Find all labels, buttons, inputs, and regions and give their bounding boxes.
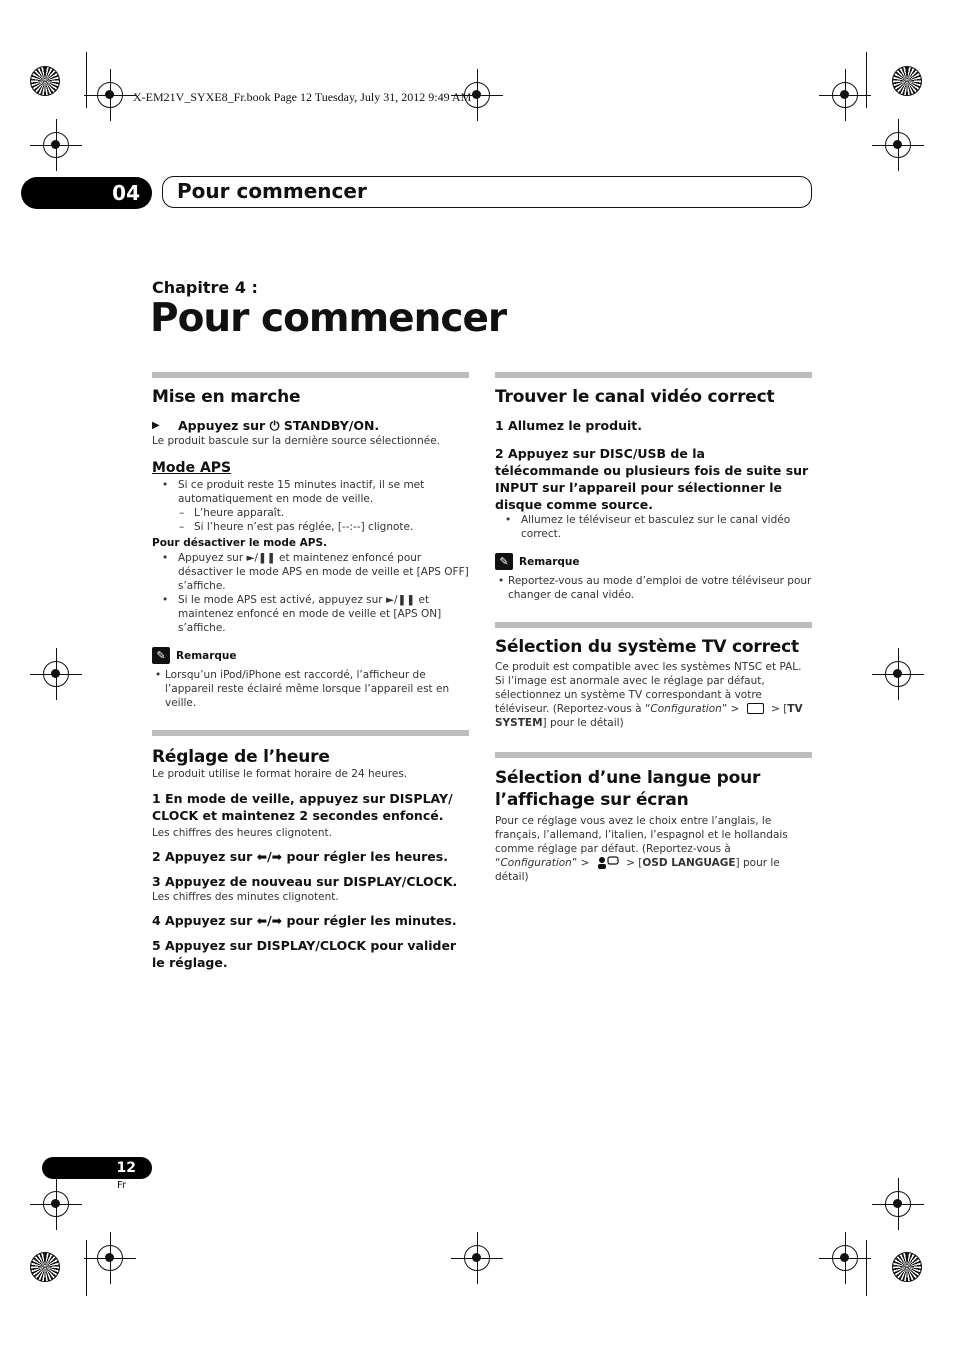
registration-mark [832,82,858,108]
registration-star-bottom-left [30,1252,60,1282]
note-label: Remarque [176,649,237,662]
book-info-line: X-EM21V_SYXE8_Fr.book Page 12 Tuesday, July 31, 2012 9:49 AM [133,90,472,104]
step-3-note: Les chiffres des minutes clignotent. [152,891,339,903]
heure-intro: Le produit utilise le format horaire de 24 heures. [152,768,408,780]
section-title-systeme-tv: Sélection du système TV correct [495,637,799,657]
step-4: 4 Appuyez sur ⬅/➡ pour régler les minutes. [152,913,457,928]
tv-text: Ce produit est compatible avec les systèmes NTSC et PAL. Si l’image est anormale avec le réglage par défaut, sélectionnez un système TV correspondant à votre téléviseur. (Reportez-vous à “Configuration” > > [TV SYSTEM] pour le détail) [495,661,803,729]
step-5: 5 Appuyez sur DISPLAY/CLOCK pour valider le réglage. [152,938,457,970]
aps-disable-title: Pour désactiver le mode APS. [152,537,328,549]
chapter-number-badge: 04 [21,177,152,209]
language-person-icon [597,856,619,869]
registration-mark [885,1191,911,1217]
aps-bullet: • Si le mode APS est activé, appuyez sur ►/❚❚ et maintenez enfoncé en mode de veille et [APS ON] s’affiche. [152,593,469,635]
aps-dash: – Si l’heure n’est pas réglée, [--:--] clignote. [152,520,469,534]
registration-mark [832,1245,858,1271]
step-1-note: Les chiffres des heures clignotent. [152,827,332,839]
registration-star-bottom-right [892,1252,922,1282]
registration-mark [885,132,911,158]
note-text: • Reportez-vous au mode d’emploi de votre téléviseur pour changer de canal vidéo. [495,574,812,602]
pencil-note-icon: ✎ [152,647,170,664]
section-title-canal-video: Trouver le canal vidéo correct [495,387,775,407]
aps-bullet: • Appuyez sur ►/❚❚ et maintenez enfoncé pour désactiver le mode APS en mode de veille et [APS OFF] s’affiche. [152,551,469,593]
lang-text: Pour ce réglage vous avez le choix entre l’anglais, le français, l’allemand, l’italien, l’espagnol et le hollandais comme réglage par défaut. (Reportez-vous à “Configuration” > > [OSD LANGUAGE] pour le détail) [495,815,788,883]
left-column [152,372,469,971]
page-language: Fr [117,1180,127,1191]
step-standby [152,417,469,434]
registration-mark [43,661,69,687]
chapter-title-header: Pour commencer [162,176,812,208]
chapter-label: Chapitre 4 : [152,278,258,297]
step-1: 1 En mode de veille, appuyez sur DISPLAY/ CLOCK et maintenez 2 secondes enfoncé. [152,791,453,823]
step-3: 3 Appuyez de nouveau sur DISPLAY/CLOCK. [152,874,458,889]
page-number-badge: 12 [42,1157,152,1179]
crop-line [86,52,87,108]
section-rule [495,372,812,378]
registration-mark [43,1191,69,1217]
registration-mark [464,1245,490,1271]
step-2: 2 Appuyez sur ⬅/➡ pour régler les heures. [152,849,448,864]
section-rule [495,752,812,758]
canal-step-2: 2 Appuyez sur DISC/USB de la télécommande ou plusieurs fois de suite sur INPUT sur l’appareil pour sélectionner le disque comme source. [495,446,809,512]
section-rule [152,372,469,378]
note-heading [152,647,469,664]
section-title-reglage-heure: Réglage de l’heure [152,747,330,767]
canal-step-1: 1 Allumez le produit. [495,418,642,433]
right-column [495,372,812,884]
registration-mark [97,1245,123,1271]
crop-line [86,1240,87,1296]
note-heading [495,553,812,570]
mise-text: Le produit bascule sur la dernière source sélectionnée. [152,435,440,447]
pencil-note-icon: ✎ [495,553,513,570]
step-text: Appuyez sur ⏻ STANDBY/ON. [178,418,380,433]
registration-mark [885,661,911,687]
page-title: Pour commencer [150,296,507,341]
crop-line [866,1240,867,1296]
section-title-mise-en-marche: Mise en marche [152,387,301,407]
registration-mark [43,132,69,158]
section-title-langue: Sélection d’une langue pour l’affichage sur écran [495,768,761,810]
registration-star-top-left [30,66,60,96]
arrow-icon: ▶ [152,420,160,431]
crop-line [866,52,867,108]
aps-bullet: • Si ce produit reste 15 minutes inactif, il se met automatiquement en mode de veille. [152,478,469,506]
note-label: Remarque [519,555,580,568]
registration-mark [97,82,123,108]
subsection-title-aps: Mode APS [152,460,232,476]
section-rule [152,730,469,736]
canal-bullet: • Allumez le téléviseur et basculez sur le canal vidéo correct. [495,513,812,541]
tv-icon [747,703,764,714]
section-rule [495,622,812,628]
registration-star-top-right [892,66,922,96]
aps-dash: – L’heure apparaît. [152,506,469,520]
note-text: • Lorsqu’un iPod/iPhone est raccordé, l’afficheur de l’appareil reste éclairé même lorsque l’appareil est en veille. [152,668,469,710]
